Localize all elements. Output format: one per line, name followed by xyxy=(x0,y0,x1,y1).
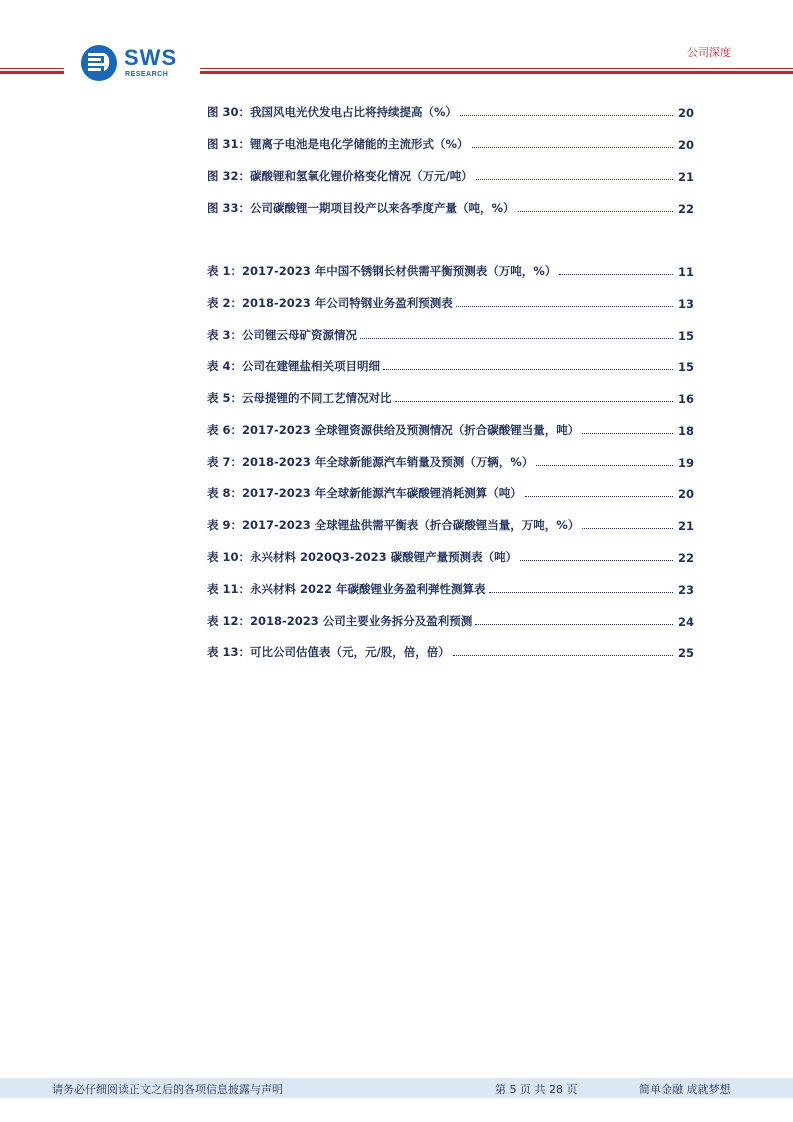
toc-leader-dots xyxy=(518,211,673,212)
header-rule-right xyxy=(200,68,793,74)
toc-entry-label: 表 8：2017-2023 年全球新能源汽车碳酸锂消耗测算（吨） xyxy=(207,486,522,500)
toc-entry-table[interactable] xyxy=(207,481,694,501)
toc-entry-label: 表 10：永兴材料 2020Q3-2023 碳酸锂产量预测表（吨） xyxy=(207,550,518,564)
toc-entry-label: 表 1：2017-2023 年中国不锈钢长材供需平衡预测表（万吨，%） xyxy=(207,264,557,278)
toc-entry-page: 11 xyxy=(677,265,694,279)
toc-entry-page: 22 xyxy=(677,551,694,565)
toc-entry-page: 16 xyxy=(677,392,694,406)
toc-entry-label: 表 2：2018-2023 年公司特钢业务盈利预测表 xyxy=(207,296,453,310)
toc-entry-label: 表 11：永兴材料 2022 年碳酸锂业务盈利弹性测算表 xyxy=(207,582,486,596)
toc-entry-page: 15 xyxy=(677,360,694,374)
toc-entry-table[interactable] xyxy=(207,386,694,406)
toc-entry-label: 图 30：我国风电光伏发电占比将持续提高（%） xyxy=(207,105,458,119)
toc-entry-table[interactable] xyxy=(207,291,694,311)
toc-entry-table[interactable] xyxy=(207,640,694,660)
toc-leader-dots xyxy=(520,560,673,561)
toc-entry-label: 表 12：2018-2023 公司主要业务拆分及盈利预测 xyxy=(207,614,473,628)
toc-entry-page: 23 xyxy=(677,583,694,597)
toc-entry-label: 表 9：2017-2023 全球锂盐供需平衡表（折合碳酸锂当量，万吨，%） xyxy=(207,518,580,532)
header-section-label: 公司深度 xyxy=(687,46,731,59)
toc-entry-table[interactable] xyxy=(207,450,694,470)
toc-entry-figure[interactable] xyxy=(207,100,694,120)
toc-leader-dots xyxy=(489,592,673,593)
toc-entry-label: 图 31：锂离子电池是电化学储能的主流形式（%） xyxy=(207,137,469,151)
toc-entry-page: 21 xyxy=(677,170,694,184)
toc-leader-dots xyxy=(559,274,673,275)
toc-entry-label: 表 3：公司锂云母矿资源情况 xyxy=(207,328,358,342)
toc-entry-table[interactable] xyxy=(207,577,694,597)
toc-leader-dots xyxy=(453,655,673,656)
toc-entry-page: 20 xyxy=(677,106,694,120)
toc-entry-page: 25 xyxy=(677,646,694,660)
footer-page-number: 第 5 页 共 28 页 xyxy=(495,1083,578,1096)
toc-entry-page: 18 xyxy=(677,424,694,438)
sws-logo-mark-icon xyxy=(80,44,118,82)
toc-entry-label: 表 13：可比公司估值表（元，元/股，倍，倍） xyxy=(207,645,450,659)
toc-entry-table[interactable] xyxy=(207,323,694,343)
toc-entry-page: 20 xyxy=(677,487,694,501)
toc-leader-dots xyxy=(536,465,673,466)
toc-entry-figure[interactable] xyxy=(207,196,694,216)
sws-logo xyxy=(80,44,190,82)
toc-entry-label: 图 33：公司碳酸锂一期项目投产以来各季度产量（吨，%） xyxy=(207,201,515,215)
toc-entry-label: 图 32：碳酸锂和氢氧化锂价格变化情况（万元/吨） xyxy=(207,169,473,183)
toc-leader-dots xyxy=(395,401,673,402)
logo-subtext: RESEARCH xyxy=(125,71,169,78)
toc-leader-dots xyxy=(582,528,673,529)
toc-entry-page: 24 xyxy=(677,615,694,629)
toc-entry-page: 20 xyxy=(677,138,694,152)
toc-entry-page: 19 xyxy=(677,456,694,470)
header-rule-left xyxy=(0,68,64,74)
toc-entry-figure[interactable] xyxy=(207,132,694,152)
footer-slogan: 简单金融 成就梦想 xyxy=(639,1083,731,1096)
toc-leader-dots xyxy=(383,369,673,370)
toc-leader-dots xyxy=(360,338,673,339)
toc-entry-page: 13 xyxy=(677,297,694,311)
toc-entry-table[interactable] xyxy=(207,513,694,533)
toc-entry-table[interactable] xyxy=(207,259,694,279)
toc-leader-dots xyxy=(476,179,673,180)
toc-entry-page: 21 xyxy=(677,519,694,533)
toc-entry-figure[interactable] xyxy=(207,164,694,184)
toc-entry-page: 15 xyxy=(677,329,694,343)
toc-entry-page: 22 xyxy=(677,202,694,216)
toc-entry-table[interactable] xyxy=(207,609,694,629)
toc-entry-label: 表 7：2018-2023 年全球新能源汽车销量及预测（万辆，%） xyxy=(207,455,534,469)
toc-leader-dots xyxy=(472,147,673,148)
toc-leader-dots xyxy=(525,496,673,497)
toc-leader-dots xyxy=(582,433,673,434)
toc-entry-label: 表 5：云母提锂的不同工艺情况对比 xyxy=(207,391,392,405)
footer-disclaimer: 请务必仔细阅读正文之后的各项信息披露与声明 xyxy=(52,1083,283,1096)
toc-entry-table[interactable] xyxy=(207,545,694,565)
toc-leader-dots xyxy=(460,115,673,116)
page-footer xyxy=(0,1078,793,1098)
toc-leader-dots xyxy=(475,624,673,625)
toc-entry-table[interactable] xyxy=(207,418,694,438)
logo-text: SWS xyxy=(124,45,178,70)
toc-entry-label: 表 6：2017-2023 全球锂资源供给及预测情况（折合碳酸锂当量，吨） xyxy=(207,423,580,437)
toc-leader-dots xyxy=(456,306,673,307)
toc-entry-table[interactable] xyxy=(207,354,694,374)
toc-entry-label: 表 4：公司在建锂盐相关项目明细 xyxy=(207,359,381,373)
